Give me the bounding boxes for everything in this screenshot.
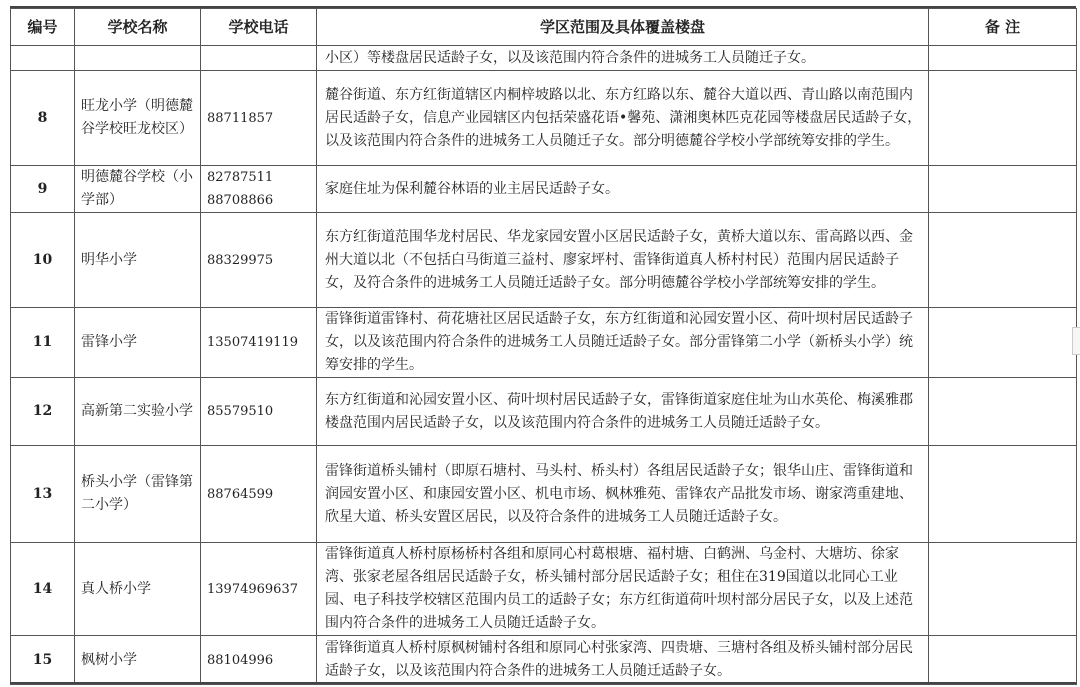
note-cell: [929, 213, 1077, 308]
note-cell: [929, 446, 1077, 543]
table-row: [11, 308, 1077, 378]
header-note: 备 注: [929, 9, 1077, 46]
num-cell: 14: [11, 543, 75, 636]
table-bottom-border: [10, 682, 1076, 684]
note-cell: [929, 636, 1077, 685]
scope-cell: 雷锋街道真人桥村原杨桥村各组和原同心村葛根塘、福村塘、白鹤洲、乌金村、大塘坊、徐家湾、张家老屋各组居民适龄子女，桥头铺村部分居民适龄子女；租住在319国道以北同心工业园、电子科技学校辖区范围内员工的适龄子女；东方红街道荷叶坝村部分居民子女，以及上述范围内符合条件的进城务工人员随迁适龄子女。: [317, 543, 929, 636]
num-cell: 9: [11, 166, 75, 213]
header-name: 学校名称: [75, 9, 201, 46]
note-cell: [929, 543, 1077, 636]
school-district-table: [10, 8, 1077, 685]
scope-cell: 东方红街道范围华龙村居民、华龙家园安置小区居民适龄子女，黄桥大道以东、雷高路以西、金州大道以北（不包括白马街道三益村、廖家坪村、雷锋街道真人桥村村民）范围内居民适龄子女，及符合条件的进城务工人员随迁适龄子女。部分明德麓谷学校小学部统筹安排的学生。: [317, 213, 929, 308]
table-row: [11, 71, 1077, 166]
num-cell: 13: [11, 446, 75, 543]
name-cell: 明华小学: [75, 213, 201, 308]
num-cell: 11: [11, 308, 75, 378]
scope-cell: 麓谷街道、东方红街道辖区内桐梓坡路以北、东方红路以东、麓谷大道以西、青山路以南范围内居民适龄子女，信息产业园辖区内包括荣盛花语•馨苑、潇湘奥林匹克花园等楼盘居民适龄子女，以及该范围内符合条件的进城务工人员随迁子女。部分明德麓谷学校小学部统筹安排的学生。: [317, 71, 929, 166]
table-row: [11, 213, 1077, 308]
table-row: [11, 636, 1077, 685]
table-row: [11, 378, 1077, 446]
header-scope: 学区范围及具体覆盖楼盘: [317, 9, 929, 46]
scope-cell: 雷锋街道桥头铺村（即原石塘村、马头村、桥头村）各组居民适龄子女；银华山庄、雷锋街道和润园安置小区、和康园安置小区、机电市场、枫林雅苑、雷锋农产品批发市场、谢家湾重建地、欣星大道、桥头安置区居民，以及符合条件的进城务工人员随迁适龄子女。: [317, 446, 929, 543]
scope-cell: 家庭住址为保利麓谷林语的业主居民适龄子女。: [317, 166, 929, 213]
continuation-row: [11, 46, 1077, 71]
note-cell: [929, 308, 1077, 378]
num-cell: 12: [11, 378, 75, 446]
phone-cell: 88764599: [201, 446, 317, 543]
name-cell: 桥头小学（雷锋第二小学）: [75, 446, 201, 543]
scope-cell: 雷锋街道真人桥村原枫树铺村各组和原同心村张家湾、四贵塘、三塘村各组及桥头铺村部分居民适龄子女，以及该范围内符合条件的进城务工人员随迁适龄子女。: [317, 636, 929, 685]
num-cell: 15: [11, 636, 75, 685]
header-row: [11, 9, 1077, 46]
num-cell: 10: [11, 213, 75, 308]
name-cell: 旺龙小学（明德麓谷学校旺龙校区）: [75, 71, 201, 166]
phone-cell: 85579510: [201, 378, 317, 446]
note-cell: [929, 166, 1077, 213]
table-row: [11, 166, 1077, 213]
name-cell: 真人桥小学: [75, 543, 201, 636]
side-handle[interactable]: [1072, 327, 1080, 355]
phone-cell: 82787511 88708866: [201, 166, 317, 213]
phone-cell: 13507419119: [201, 308, 317, 378]
name-cell: 明德麓谷学校（小学部）: [75, 166, 201, 213]
num-cell: 8: [11, 71, 75, 166]
header-num: 编号: [11, 9, 75, 46]
scope-cell: 雷锋街道雷锋村、荷花塘社区居民适龄子女，东方红街道和沁园安置小区、荷叶坝村居民适龄子女，以及该范围内符合条件的进城务工人员随迁适龄子女。部分雷锋第二小学（新桥头小学）统筹安排的学生。: [317, 308, 929, 378]
header-phone: 学校电话: [201, 9, 317, 46]
scope-cell: 小区）等楼盘居民适龄子女，以及该范围内符合条件的进城务工人员随迁子女。: [317, 46, 929, 71]
name-cell: 高新第二实验小学: [75, 378, 201, 446]
scope-cell: 东方红街道和沁园安置小区、荷叶坝村居民适龄子女，雷锋街道家庭住址为山水英伦、梅溪雅郡楼盘范围内居民适龄子女，以及该范围内符合条件的进城务工人员随迁适龄子女。: [317, 378, 929, 446]
phone-cell: 88104996: [201, 636, 317, 685]
note-cell: [929, 378, 1077, 446]
name-cell: 枫树小学: [75, 636, 201, 685]
note-cell: [929, 71, 1077, 166]
phone-cell: 88711857: [201, 71, 317, 166]
name-cell: 雷锋小学: [75, 308, 201, 378]
table-row: [11, 446, 1077, 543]
phone-cell: 13974969637: [201, 543, 317, 636]
phone-cell: 88329975: [201, 213, 317, 308]
table-row: [11, 543, 1077, 636]
